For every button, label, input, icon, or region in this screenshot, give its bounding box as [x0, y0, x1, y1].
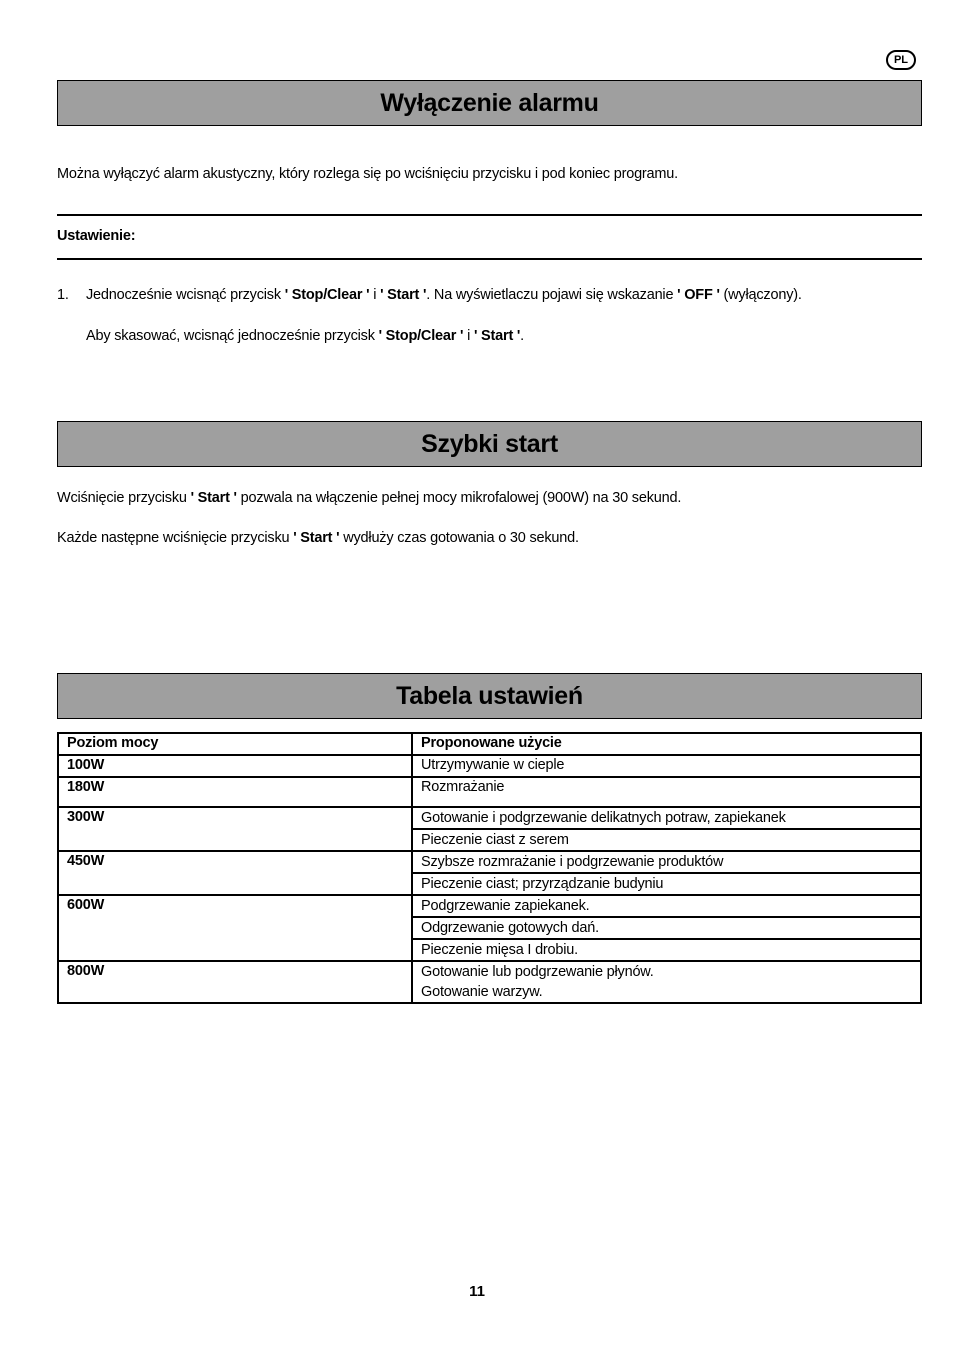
section-title-alarm: Wyłączenie alarmu — [57, 80, 922, 126]
table-row: 450W Szybsze rozmrażanie i podgrzewanie produktów Pieczenie ciast; przyrządzanie budyniu — [58, 851, 921, 895]
quick-start-p1: Wciśnięcie przycisku ' Start ' pozwala na włączenie pełnej mocy mikrofalowej (900W) na 30 sekund. — [57, 490, 682, 506]
page-number: 11 — [469, 1283, 485, 1300]
table-row: 300W Gotowanie i podgrzewanie delikatnych potraw, zapiekanek Pieczenie ciast z serem — [58, 807, 921, 851]
table-row: 800W Gotowanie lub podgrzewanie płynów. Gotowanie warzyw. — [58, 961, 921, 1003]
section-title-settings-table: Tabela ustawień — [57, 673, 922, 719]
quick-start-p2: Każde następne wciśnięcie przycisku ' Start ' wydłuży czas gotowania o 30 sekund. — [57, 530, 579, 546]
table-row: 180W Rozmrażanie — [58, 777, 921, 807]
section-title-quick-start: Szybki start — [57, 421, 922, 467]
table-row: 600W Podgrzewanie zapiekanek. Odgrzewanie gotowych dań. Pieczenie mięsa I drobiu. — [58, 895, 921, 961]
step-number: 1. — [57, 287, 69, 303]
alarm-intro: Można wyłączyć alarm akustyczny, który rozlega się po wciśnięciu przycisku i pod koniec programu. — [57, 166, 678, 182]
divider — [57, 214, 922, 216]
table-header-row — [58, 733, 921, 755]
divider — [57, 258, 922, 260]
cancel-text: Aby skasować, wcisnąć jednocześnie przycisk ' Stop/Clear ' i ' Start '. — [86, 328, 525, 344]
setting-label: Ustawienie: — [57, 228, 136, 244]
table-row: 100W Utrzymywanie w cieple — [58, 755, 921, 777]
header-power: Poziom mocy — [58, 733, 412, 755]
settings-table — [57, 732, 922, 1004]
header-use: Proponowane użycie — [412, 733, 921, 755]
step-text: Jednocześnie wcisnąć przycisk ' Stop/Clear ' i ' Start '. Na wyświetlaczu pojawi się wskazanie ' OFF ' (wyłączony). — [86, 287, 802, 303]
language-badge: PL — [886, 50, 916, 70]
